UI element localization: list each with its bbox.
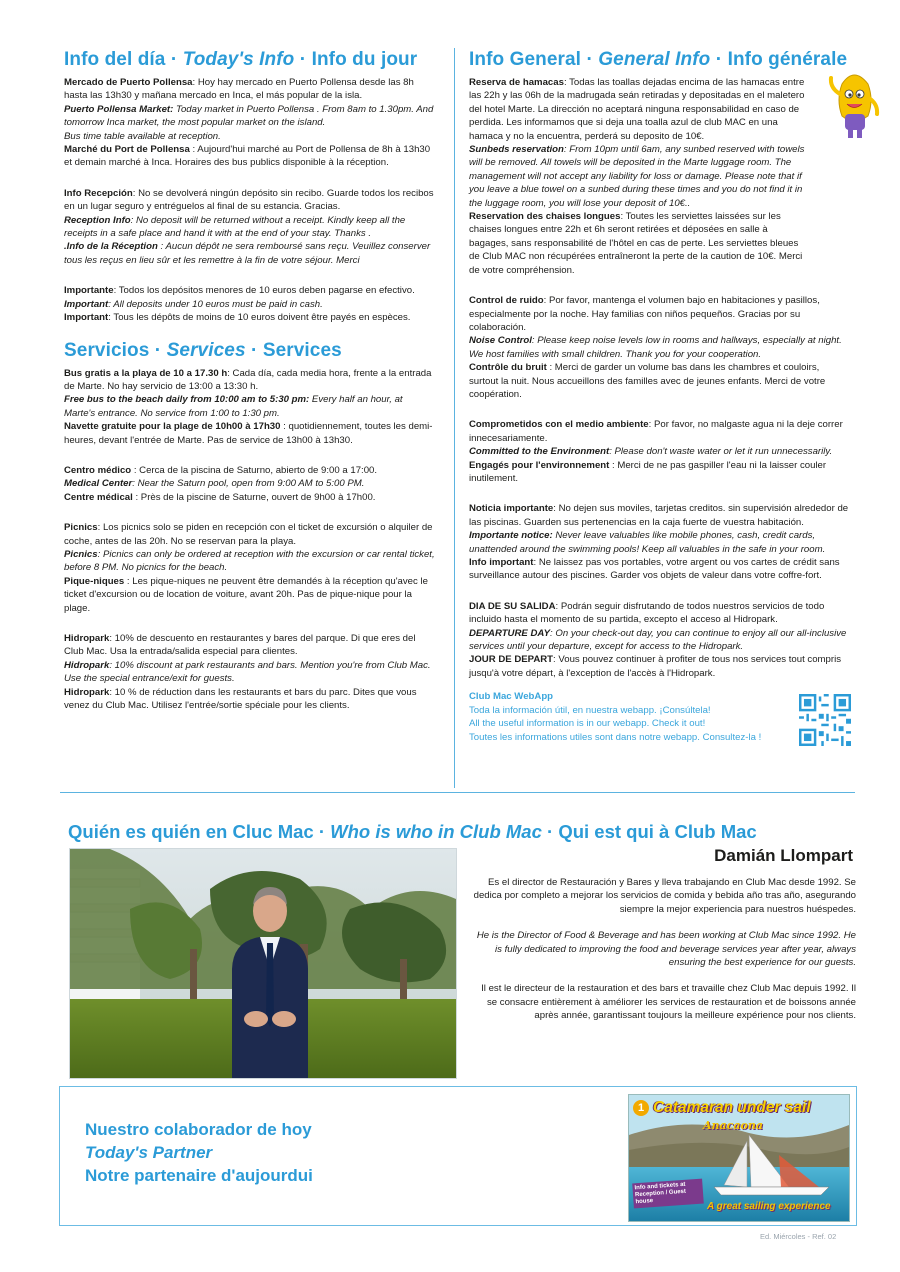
partner-title: Nuestro colaborador de hoy Today's Partner Notre partenaire d'aujourdui [85,1120,313,1185]
partner-ad[interactable] [628,1094,850,1222]
section-divider [60,792,855,793]
departure-day-info: DIA DE SU SALIDA: Podrán seguir disfrutando de todos nuestros servicios de todo incluido hasta el momento de su partida, excepto el acceso al Hidropark. DEPARTURE DAY: On your check-out day, you can continue to enjoy all our all-inclusive services until your departure, except for access to the Hidropark. JOUR DE DEPART: Vous pouvez continuer à profiter de tous nos services tout compris jusqu'à votre départ, à l'exception de l'accès à l'Hidropark. [469,600,847,679]
picnics-info: Picnics: Los picnics solo se piden en recepción con el ticket de excursión o alquiler de coche, antes de las 20h. No se reservan para la playa. Picnics: Picnics can only be ordered at reception with the excursion or car rental ticket, before 8 PM. No picnics for the beach. Pique-niques : Les pique-niques ne peuvent être demandés à la réception qu'avec le ticket d'excursion ou de location de voiture, avant 20h. Pas de pique-nique pour la plage. [64,522,435,614]
right-column [469,48,851,745]
edition-reference: Ed. Miércoles - Ref. 02 [760,1232,837,1241]
environment-info: Comprometidos con el medio ambiente: Por favor, no malgaste agua ni la deje correr innecesariamente. Committed to the Environment: Please don't waste water or let it run unnecessarily. Engagés pour l'environnement : Merci de ne pas gaspiller l'eau ni la laisser couler inutilement. [469,419,843,484]
qr-code-icon[interactable] [799,694,851,746]
hidropark-info: Hidropark: 10% de descuento en restaurantes y bares del parque. Di que eres del Club Mac. Usa la entrada/salida especial para clientes. Hidropark: 10% discount at park restaurants and bars. Mention you're from Club Mac. Use the special entrance/exit for guests. Hidropark: 10 % de réduction dans les restaurants et bars du parc. Dites que vous venez du Club Mac. Utilisez l'entrée/sortie spéciale pour les clients. [64,633,431,712]
reception-info: Info Recepción: No se devolverá ningún depósito sin recibo. Guarde todos los recibos en un lugar seguro y entréguelos al final de su estancia. Gracias. Reception Info: No deposit will be returned without a receipt. Kindly keep all the receipts in a safe place and hand it with at the end of your stay. Thanks . .Info de la Réception : Aucun dépôt ne sera remboursé sans reçu. Veuillez conserver tous les reçus en lieu sûr et les remettre à la fin de votre séjour. Merci [64,187,434,266]
bio-fr: Il est le directeur de la restauration et des bars et travaille chez Club Mac depuis 1992. Il se consacre entièrement à améliorer les services de restauration et de boissons année après année, garantissant toujours la meilleure expérience pour nos clients. [481,983,856,1022]
medical-center-info: Centro médico : Cerca de la piscina de Saturno, abierto de 9:00 a 17:00. Medical Center: Near the Saturn pool, open from 9:00 AM to 5:00 PM. Centre médical : Près de la piscine de Saturne, ouvert de 9h00 à 17h00. [64,464,378,503]
today-info-title: Info del día · Today's Info · Info du jour [64,49,418,70]
bio-en: He is the Director of Food & Beverage and has been working at Club Mac since 1992. He is fully dedicated to improving the food and beverage services year after year, always ensuring the best experience for our guests. [476,930,856,969]
who-is-who-title: Quién es quién en Cluc Mac · Who is who in Club Mac · Qui est qui à Club Mac [68,821,757,843]
staff-photo [69,848,457,1079]
ad-info: Info and tickets at Reception / Guest house [632,1179,704,1209]
ad-brand: Anacaona [703,1119,763,1132]
staff-name: Damián Llompart [714,846,853,865]
ad-slogan: A great sailing experience [707,1201,831,1212]
noise-control-info: Control de ruido: Por favor, mantenga el volumen bajo en habitaciones y pasillos, especialmente por la noche. Hay familias con niños pequeños. Gracias por su colaboración. Noise Control: Please keep noise levels low in rooms and hallways, especially at night. We host families with small children. Thank you for your cooperation. Contrôle du bruit : Merci de garder un volume bas dans les chambres et couloirs, surtout la nuit. Nous accueillons des familles avec de jeunes enfants. Merci de votre coopération. [469,295,842,400]
important-notice-info: Noticia importante: No dejen sus moviles, tarjetas creditos. sin supervisión alrededor de las piscinas. Guarden sus pertenencias en la caja fuerte de vuestra habitación. Importante notice: Never leave valuables like mobile phones, cash, credit cards, unattended around the swimming pools! Keep all valuables in the safe in your room. Info important: Ne laissez pas vos portables, votre argent ou vos cartes de crédit sans surveillance autour des piscines. Garder vos objets de valeur dans votre coffre-fort. [469,503,849,582]
ad-title: Catamaran under sail [653,1099,811,1116]
ad-header [633,1099,811,1117]
important-info: Importante: Todos los depósitos menores de 10 euros deben pagarse en efectivo. Important: All deposits under 10 euros must be paid in cash. Important: Tous les dépôts de moins de 10 euros doivent être payés en espèces. [64,285,415,324]
left-column [64,48,436,720]
general-info-title: Info General · General Info · Info générale [469,49,848,70]
sunbeds-info: Reserva de hamacas: Todas las toallas dejadas encima de las hamacas entre las 22h y las 06h de la madrugada seán retiradas y depositadas en el maletero del hotel Marte. La dirección no aceptará ninguna responsabilidad en caso de perdida. Les informamos que si deja una toalla azul de club MAC en una hamaca y no la encuentra, perderá su deposito de 10€. Sunbeds reservation: From 10pm until 6am, any sunbed reserved with towels will be removed. All towels will be deposited in the Marte luggage room. The management will not accept any liability for loss or damage. Please note that if you leave a blue towel on a sunbed during these times and you do not find it in the luggage room, you will lose your deposit of 10€.. Reservation des chaises longues: Toutes les serviettes laissées sur les chaises longues entre 22h et 6h seront retirées et déposées en salle à bagages, sans responsabilité de l'hôtel en cas de perte. Les serviettes bleues de Club MAC non récupérées entraîneront la perte de la caution de 10€. Merci de votre compréhension. [469,77,805,276]
column-divider [454,48,455,788]
webapp-title: Club Mac WebApp [469,691,554,703]
webapp-info: Club Mac WebApp Toda la información útil, en nuestra webapp. ¡Consúltela! All the useful information is in our webapp. Check it out! Toutes les informations utiles sont dans notre webapp. Consultez-la ! [469,690,851,744]
ad-number: 1 [633,1100,649,1116]
beach-bus-info: Bus gratis a la playa de 10 a 17.30 h: Cada día, cada media hora, frente a la entrada de Marte. No hay servicio de 13:00 a 13:30 h. Free bus to the beach daily from 10:00 am to 5:30 pm: Every half an hour, at Marte's entrance. No service from 1:00 to 1:30 pm. Navette gratuite pour la plage de 10h00 à 17h30 : quotidiennement, toutes les demi-heures, devant l'entrée de Marte. Pas de service de 13h00 à 13h30. [64,367,433,446]
bio-es: Es el director de Restauración y Bares y lleva trabajando en Club Mac desde 1992. Se dedica por completo a mejorar los servicios de comida y bebida año tras año, asegurando siempre la mejor experiencia para nuestros huéspedes. [473,877,856,915]
services-title: Servicios · Services · Services [64,339,342,361]
staff-bio [470,876,856,1036]
mascot-icon [828,70,880,140]
market-info: Mercado de Puerto Pollensa: Hoy hay mercado en Puerto Pollensa desde las 8h hasta las 13h30 y mañana mercado en Inca, el más popular de la isla. Puerto Pollensa Market: Today market in Puerto Pollensa . From 8am to 1.30pm. And tomorrow Inca market, the most popular market on the island. Bus time table available at reception. Marché du Port de Pollensa : Aujourd'hui marché au Port de Pollensa de 8h à 13h30 et demain marché à Inca. Horaires des bus publics disponible à la réception. [64,77,434,169]
